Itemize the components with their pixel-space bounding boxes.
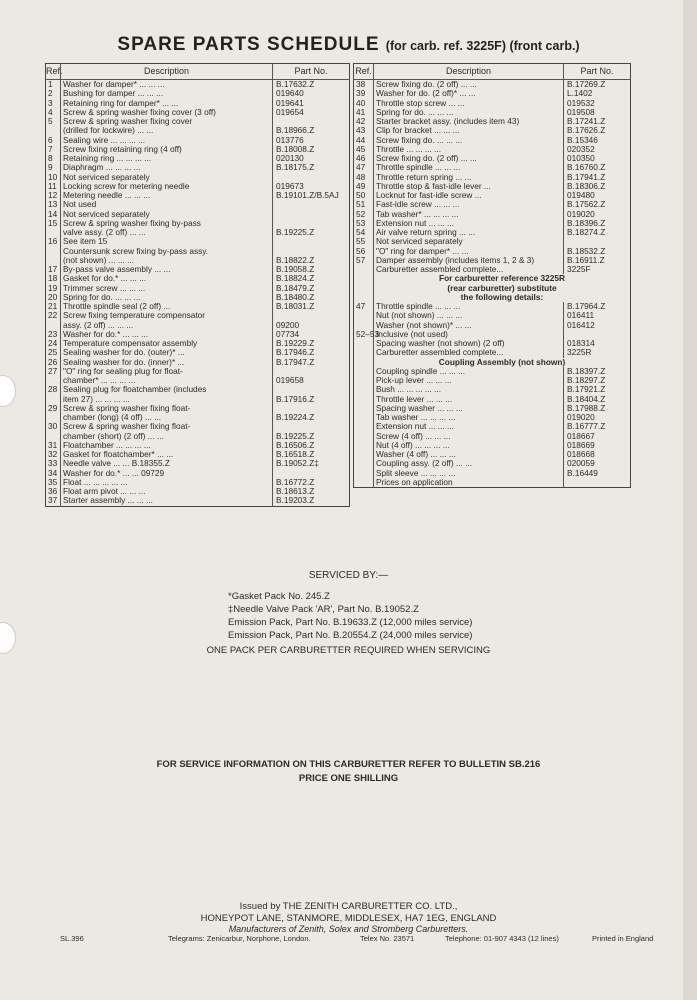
row-ref bbox=[354, 367, 374, 376]
row-description: See item 15 bbox=[61, 237, 273, 246]
row-part-no: B.19229.Z bbox=[276, 338, 315, 348]
emission-pack-12000: Emission Pack, Part No. B.19633.Z (12,000 miles service) bbox=[228, 617, 473, 628]
table-row bbox=[354, 478, 631, 488]
row-part-no: 019640 bbox=[276, 88, 304, 99]
row-description: Washer (4 off) ... ... ... bbox=[374, 450, 564, 459]
row-part-no: B.18404.Z bbox=[567, 393, 606, 404]
row-ref bbox=[354, 385, 374, 394]
serviced-by-heading: SERVICED BY:— bbox=[308, 570, 389, 581]
row-part-no: B.17241.Z bbox=[567, 116, 606, 126]
row-description: Extension nut ... ... ... bbox=[374, 219, 564, 228]
row-ref: 19 bbox=[46, 284, 61, 293]
row-part-no: B.17269.Z bbox=[567, 79, 606, 89]
row-part-no: B.18479.Z bbox=[276, 282, 315, 293]
row-description: Retaining ring for damper* ... ... bbox=[61, 99, 273, 108]
row-part-no: B.18480.Z bbox=[276, 291, 315, 302]
row-part-no bbox=[273, 210, 350, 219]
row-description: Throttle return spring ... ... bbox=[374, 173, 564, 182]
page-title bbox=[0, 34, 697, 56]
row-part-no: 018314 bbox=[567, 338, 595, 348]
title-subtitle: (for carb. ref. 3225F) (front carb.) bbox=[385, 39, 580, 53]
row-ref bbox=[354, 459, 374, 468]
row-part-no: B.17946.Z bbox=[276, 347, 315, 358]
row-part-no: 3225R bbox=[567, 347, 592, 358]
row-description: For carburetter reference 3225R bbox=[439, 273, 565, 284]
row-ref: 20 bbox=[46, 293, 61, 302]
row-description: Throttle spindle ... ... ... bbox=[374, 163, 564, 172]
row-description: Sealing wire ... ... ... ... bbox=[61, 136, 273, 145]
row-part-no: B.16911.Z bbox=[567, 254, 605, 265]
row-part-no: 07734 bbox=[276, 328, 300, 339]
row-part-no: B.18175.Z bbox=[276, 162, 315, 173]
row-description: Diaphragm ... ... ... ... bbox=[61, 163, 273, 172]
row-ref bbox=[354, 469, 374, 478]
row-description: Float ... ... ... ... ... bbox=[61, 478, 273, 487]
row-part-no: 019508 bbox=[567, 106, 595, 117]
row-description: Locking screw for metering needle bbox=[61, 182, 273, 191]
row-description: Carburetter assembled complete... bbox=[374, 348, 564, 357]
row-description: Sealing plug for floatchamber (includes bbox=[61, 385, 273, 394]
row-ref: 25 bbox=[46, 348, 61, 357]
row-description: Starter assembly ... ... ... bbox=[61, 496, 273, 506]
row-description: Screw & spring washer fixing cover bbox=[61, 117, 273, 126]
parts-table-left bbox=[45, 63, 350, 507]
row-part-no bbox=[273, 237, 350, 246]
row-description: Tab washer ... ... ... ... bbox=[374, 413, 564, 422]
row-part-no: 019532 bbox=[567, 97, 595, 108]
row-ref: 43 bbox=[354, 126, 374, 135]
service-packs bbox=[228, 590, 472, 642]
row-description: Inclusive (not used) bbox=[374, 330, 564, 339]
row-ref: 2 bbox=[46, 89, 61, 98]
row-description: Air valve return spring ... ... bbox=[374, 228, 564, 237]
row-ref: 37 bbox=[46, 496, 61, 506]
row-part-no: B.18613.Z bbox=[276, 486, 315, 496]
row-ref: 57 bbox=[354, 256, 374, 265]
row-part-no: 018668 bbox=[567, 449, 595, 459]
header-part-no: Part No. bbox=[273, 64, 350, 80]
parts-table-right bbox=[353, 63, 631, 488]
row-ref: 1 bbox=[46, 80, 61, 90]
row-part-no: 020059 bbox=[567, 458, 595, 469]
row-ref bbox=[354, 432, 374, 441]
row-ref: 47 bbox=[354, 163, 374, 172]
row-part-no: 020130 bbox=[276, 153, 304, 163]
row-description: Screw fixing do. (2 off) ... ... bbox=[374, 80, 564, 90]
row-description: Extension nut ... ... ... bbox=[374, 422, 564, 431]
row-ref bbox=[354, 413, 374, 422]
row-part-no: 013776 bbox=[276, 134, 304, 145]
row-part-no: B.16518.Z bbox=[276, 449, 315, 459]
row-ref: 23 bbox=[46, 330, 61, 339]
row-description: Washer for do. (2 off)* ... ... bbox=[374, 89, 564, 98]
row-ref bbox=[354, 395, 374, 404]
row-ref: 26 bbox=[46, 358, 61, 367]
row-ref: 52 bbox=[354, 210, 374, 219]
issuer-address: HONEYPOT LANE, STANMORE, MIDDLESEX, HA7 1EG, ENGLAND bbox=[200, 912, 497, 924]
row-description: assy. (2 off) ... ... ... bbox=[61, 321, 273, 330]
row-description: Clip for bracket ... ... ... bbox=[374, 126, 564, 135]
row-part-no: B.16760.Z bbox=[567, 162, 606, 173]
row-ref: 34 bbox=[46, 469, 61, 478]
row-description: (not shown) ... ... ... bbox=[61, 256, 273, 265]
row-part-no: B.19225.Z bbox=[276, 430, 315, 441]
row-description: Spacing washer ... ... ... bbox=[374, 404, 564, 413]
row-part-no: B.15346 bbox=[567, 134, 598, 145]
issuer-manufacturers: Manufacturers of Zenith, Solex and Stromberg Carburetters. bbox=[228, 924, 469, 934]
row-description: chamber (short) (2 off) ... ... bbox=[61, 432, 273, 441]
table-header-row bbox=[46, 64, 350, 80]
row-description: Coupling assy. (2 off) ... ... bbox=[374, 459, 564, 468]
table-row bbox=[46, 496, 350, 506]
row-part-no: B.18031.Z bbox=[276, 301, 315, 311]
row-ref: 29 bbox=[46, 404, 61, 413]
row-description: Coupling spindle ... ... ... bbox=[374, 367, 564, 376]
row-ref: 40 bbox=[354, 99, 374, 108]
row-ref bbox=[354, 404, 374, 413]
row-part-no: 010350 bbox=[567, 153, 595, 163]
row-ref: 48 bbox=[354, 173, 374, 182]
row-part-no: B.16449 bbox=[567, 467, 598, 478]
row-description: Screw fixing do. ... ... ... bbox=[374, 136, 564, 145]
telex-line: Telex No. 23571 bbox=[360, 934, 415, 943]
row-description: Float arm pivot ... ... ... bbox=[61, 487, 273, 496]
row-ref: 27 bbox=[46, 367, 61, 376]
row-ref: 56 bbox=[354, 247, 374, 256]
row-ref bbox=[354, 441, 374, 450]
bulletin-note bbox=[0, 758, 697, 786]
row-description: Split sleeve ... ... ... ... bbox=[374, 469, 564, 478]
row-description: Gasket for do.* ... ... ... bbox=[61, 274, 273, 283]
row-ref: 14 bbox=[46, 210, 61, 219]
row-description: Countersunk screw fixing by-pass assy. bbox=[61, 247, 273, 256]
row-description: Throttle stop screw ... ... bbox=[374, 99, 564, 108]
row-description: Starter bracket assy. (includes item 43) bbox=[374, 117, 564, 126]
row-part-no: B.17626.Z bbox=[567, 125, 606, 136]
row-ref: 3 bbox=[46, 99, 61, 108]
row-ref bbox=[46, 247, 61, 256]
row-description: Washer for do.* ... ... 09729 bbox=[61, 469, 273, 478]
row-ref bbox=[354, 348, 374, 357]
row-description: Not serviced separately bbox=[61, 173, 273, 182]
row-part-no: 09200 bbox=[276, 319, 300, 330]
row-part-no: B.18822.Z bbox=[276, 254, 315, 265]
issuer-block bbox=[0, 901, 697, 936]
row-description: valve assy. (2 off) ... ... bbox=[61, 228, 273, 237]
row-part-no: B.17916.Z bbox=[276, 393, 315, 404]
row-ref: 28 bbox=[46, 385, 61, 394]
row-description: Not used bbox=[61, 200, 273, 209]
one-pack-note: ONE PACK PER CARBURETTER REQUIRED WHEN SERVICING bbox=[206, 645, 491, 656]
row-description: Not serviced separately bbox=[61, 210, 273, 219]
row-ref: 18 bbox=[46, 274, 61, 283]
row-part-no: 019654 bbox=[276, 106, 304, 117]
row-part-no: B.17562.Z bbox=[567, 199, 606, 210]
row-description: Trimmer screw ... ... ... bbox=[61, 284, 273, 293]
header-ref: Ref. bbox=[354, 64, 374, 80]
row-description: Pick-up lever ... ... ... bbox=[374, 376, 564, 385]
row-ref: 30 bbox=[46, 422, 61, 431]
row-description: Screw fixing do. (2 off) ... ... bbox=[374, 154, 564, 163]
row-ref: 54 bbox=[354, 228, 374, 237]
row-ref: 38 bbox=[354, 80, 374, 90]
row-ref: 31 bbox=[46, 441, 61, 450]
row-part-no: B.18532.Z bbox=[567, 245, 606, 256]
row-description: Screw fixing retaining ring (4 off) bbox=[61, 145, 273, 154]
row-ref bbox=[354, 358, 374, 367]
row-part-no: B.18274.Z bbox=[567, 227, 606, 237]
row-part-no: 019020 bbox=[567, 412, 595, 422]
row-part-no: B.18397.Z bbox=[567, 365, 606, 376]
needle-valve-pack: ‡Needle Valve Pack 'AR', Part No. B.19052.Z bbox=[228, 604, 419, 615]
row-ref: 46 bbox=[354, 154, 374, 163]
row-ref bbox=[354, 339, 374, 348]
row-part-no: B.18824.Z bbox=[276, 273, 315, 284]
row-description: "O" ring for sealing plug for float- bbox=[61, 367, 273, 376]
row-ref: 42 bbox=[354, 117, 374, 126]
row-description: Throttle spindle seal (2 off) ... bbox=[61, 302, 273, 311]
row-part-no: B.18008.Z bbox=[276, 143, 315, 154]
row-ref: 36 bbox=[46, 487, 61, 496]
row-ref: 32 bbox=[46, 450, 61, 459]
row-part-no: 016412 bbox=[567, 319, 595, 330]
row-part-no: B.18306.Z bbox=[567, 180, 606, 191]
row-part-no: B.19058.Z bbox=[276, 264, 315, 274]
emission-pack-24000: Emission Pack, Part No. B.20554.Z (24,000 miles service) bbox=[228, 630, 473, 641]
row-part-no: B.17921.Z bbox=[567, 384, 606, 395]
row-ref bbox=[354, 265, 374, 274]
header-description: Description bbox=[61, 64, 273, 80]
row-description: Nut (not shown) ... ... ... bbox=[374, 311, 564, 320]
row-description: Needle valve ... ... B.18355.Z bbox=[61, 459, 273, 468]
row-description: Screw & spring washer fixing by-pass bbox=[61, 219, 273, 228]
title-text: SPARE PARTS SCHEDULE bbox=[117, 34, 380, 55]
header-description: Description bbox=[374, 64, 564, 80]
bulletin-line: FOR SERVICE INFORMATION ON THIS CARBURETTER REFER TO BULLETIN SB.216 bbox=[156, 759, 541, 770]
row-part-no: 018669 bbox=[567, 439, 595, 450]
row-ref: 33 bbox=[46, 459, 61, 468]
row-part-no: B.18966.Z bbox=[276, 125, 315, 136]
row-description: chamber (long) (4 off) ... ... bbox=[61, 413, 273, 422]
row-ref: 7 bbox=[46, 145, 61, 154]
row-description: Bushing for damper ... ... ... bbox=[61, 89, 273, 98]
row-ref: 35 bbox=[46, 478, 61, 487]
row-description: Locknut for fast-idle screw ... bbox=[374, 191, 564, 200]
telephone-line: Telephone: 01-907 4343 (12 lines) bbox=[445, 934, 559, 943]
row-part-no: B.17947.Z bbox=[276, 356, 315, 367]
row-description: the following details: bbox=[460, 291, 544, 302]
row-part-no bbox=[564, 478, 631, 488]
row-part-no: L.1402 bbox=[567, 88, 593, 99]
row-description: Throttle stop & fast-idle lever ... bbox=[374, 182, 564, 191]
row-description: (drilled for lockwire) ... ... bbox=[61, 126, 273, 135]
price-line: PRICE ONE SHILLING bbox=[298, 773, 399, 784]
row-ref bbox=[354, 422, 374, 431]
row-description: Metering needle ... ... ... bbox=[61, 191, 273, 200]
row-description: Coupling Assembly (not shown) bbox=[438, 356, 566, 367]
row-part-no: 3225F bbox=[567, 264, 591, 274]
row-ref: 6 bbox=[46, 136, 61, 145]
row-part-no: B.19203.Z bbox=[276, 495, 315, 506]
row-description: Retaining ring ... ... ... ... bbox=[61, 154, 273, 163]
row-description: Screw & spring washer fixing float- bbox=[61, 422, 273, 431]
row-part-no: B.17988.Z bbox=[567, 402, 606, 413]
row-part-no: 019020 bbox=[567, 208, 595, 219]
row-part-no: B.18396.Z bbox=[567, 217, 606, 228]
row-ref bbox=[354, 311, 374, 320]
row-description: Bush ... ... ... ... ... bbox=[374, 385, 564, 394]
row-ref: 52–53 bbox=[354, 330, 374, 339]
row-description: Spring for do. ... ... ... bbox=[374, 108, 564, 117]
row-part-no: 020352 bbox=[567, 143, 595, 154]
row-ref: 5 bbox=[46, 117, 61, 126]
row-description: Not serviced separately bbox=[374, 237, 564, 246]
row-part-no: 016411 bbox=[567, 310, 595, 321]
row-ref: 24 bbox=[46, 339, 61, 348]
row-description: Carburetter assembled complete... bbox=[374, 265, 564, 274]
row-ref bbox=[354, 284, 374, 293]
row-description: "O" ring for damper* ... ... bbox=[374, 247, 564, 256]
row-ref: 11 bbox=[46, 182, 61, 191]
row-description: Floatchamber ... ... ... ... bbox=[61, 441, 273, 450]
row-part-no: 019673 bbox=[276, 180, 304, 191]
row-description: Spring for do. ... ... ... bbox=[61, 293, 273, 302]
row-part-no: B.17941.Z bbox=[567, 171, 606, 182]
row-part-no: B.18297.Z bbox=[567, 375, 606, 385]
row-ref bbox=[354, 450, 374, 459]
row-ref: 8 bbox=[46, 154, 61, 163]
row-part-no: B.16777.Z bbox=[567, 421, 606, 432]
row-description: Washer for do.* ... ... ... bbox=[61, 330, 273, 339]
gasket-pack: *Gasket Pack No. 245.Z bbox=[228, 591, 330, 602]
row-ref: 16 bbox=[46, 237, 61, 246]
row-description: Throttle ... ... ... ... bbox=[374, 145, 564, 154]
row-ref bbox=[354, 274, 374, 283]
row-ref: 41 bbox=[354, 108, 374, 117]
row-ref: 51 bbox=[354, 200, 374, 209]
header-part-no: Part No. bbox=[564, 64, 631, 80]
header-ref: Ref. bbox=[46, 64, 61, 80]
row-description: (rear carburetter) substitute bbox=[447, 282, 557, 293]
row-description: Prices on application bbox=[374, 478, 564, 488]
row-part-no: B.19052.Z‡ bbox=[276, 458, 319, 469]
row-description: Screw & spring washer fixing float- bbox=[61, 404, 273, 413]
row-description: Screw (4 off) ... ... ... bbox=[374, 432, 564, 441]
row-description: By-pass valve assembly ... ... bbox=[61, 265, 273, 274]
row-ref: 22 bbox=[46, 311, 61, 320]
row-ref: 9 bbox=[46, 163, 61, 172]
row-ref bbox=[354, 376, 374, 385]
row-description: Throttle lever ... ... ... bbox=[374, 395, 564, 404]
row-ref: 13 bbox=[46, 200, 61, 209]
row-part-no: B.19225.Z bbox=[276, 227, 315, 237]
row-description: Damper assembly (includes items 1, 2 & 3) bbox=[374, 256, 564, 265]
row-part-no: 018667 bbox=[567, 430, 595, 441]
row-ref: 49 bbox=[354, 182, 374, 191]
row-part-no: B.17632.Z bbox=[276, 79, 315, 89]
row-description: Screw fixing temperature compensator bbox=[61, 311, 273, 320]
row-ref: 39 bbox=[354, 89, 374, 98]
row-ref: 4 bbox=[46, 108, 61, 117]
row-description: Gasket for floatchamber* ... ... bbox=[61, 450, 273, 459]
row-part-no bbox=[273, 200, 350, 209]
row-description: Screw & spring washer fixing cover (3 off) bbox=[61, 108, 273, 117]
row-ref: 55 bbox=[354, 237, 374, 246]
telegrams-line: Telegrams: Zenicarbur, Norphone, London. bbox=[168, 934, 311, 943]
row-ref bbox=[354, 478, 374, 488]
row-description: Washer (not shown)* ... ... bbox=[374, 321, 564, 330]
document-code: SL.396 bbox=[60, 934, 84, 943]
row-description: Sealing washer for do. (outer)* ... bbox=[61, 348, 273, 357]
row-description: chamber* ... ... ... ... bbox=[61, 376, 273, 385]
row-ref: 45 bbox=[354, 145, 374, 154]
row-description: Nut (4 off) ... ... ... ... bbox=[374, 441, 564, 450]
row-description: Throttle spindle ... ... ... bbox=[374, 302, 564, 311]
row-part-no: B.16506.Z bbox=[276, 439, 315, 450]
row-description: Temperature compensator assembly bbox=[61, 339, 273, 348]
row-ref: 50 bbox=[354, 191, 374, 200]
row-ref: 44 bbox=[354, 136, 374, 145]
row-part-no: 019658 bbox=[276, 375, 304, 385]
row-part-no: 019641 bbox=[276, 97, 304, 108]
row-part-no: 019480 bbox=[567, 190, 595, 200]
row-description: Spacing washer (not shown) (2 off) bbox=[374, 339, 564, 348]
row-ref: 47 bbox=[354, 302, 374, 311]
issuer-name: Issued by THE ZENITH CARBURETTER CO. LTD., bbox=[239, 901, 458, 912]
row-part-no: B.16772.Z bbox=[276, 476, 315, 487]
row-ref: 12 bbox=[46, 191, 61, 200]
row-part-no: B.17964.Z bbox=[567, 301, 606, 311]
row-description: Fast-idle screw ... ... ... bbox=[374, 200, 564, 209]
row-description: Tab washer* ... ... ... ... bbox=[374, 210, 564, 219]
row-ref: 21 bbox=[46, 302, 61, 311]
row-ref: 17 bbox=[46, 265, 61, 274]
row-part-no: B.19101.Z/B.5AJ bbox=[276, 190, 339, 200]
row-ref: 15 bbox=[46, 219, 61, 228]
table-header-row bbox=[354, 64, 631, 80]
row-description: item 27) ... ... ... ... bbox=[61, 395, 273, 404]
row-part-no: B.19224.Z bbox=[276, 412, 315, 422]
punch-hole-top bbox=[0, 375, 16, 407]
row-ref: 10 bbox=[46, 173, 61, 182]
row-description: Washer for damper* ... ... ... bbox=[61, 80, 273, 90]
printed-line: Printed in England bbox=[592, 934, 654, 943]
row-description: Sealing washer for do. (inner)* ... bbox=[61, 358, 273, 367]
page-edge bbox=[683, 0, 697, 1000]
row-ref: 53 bbox=[354, 219, 374, 228]
